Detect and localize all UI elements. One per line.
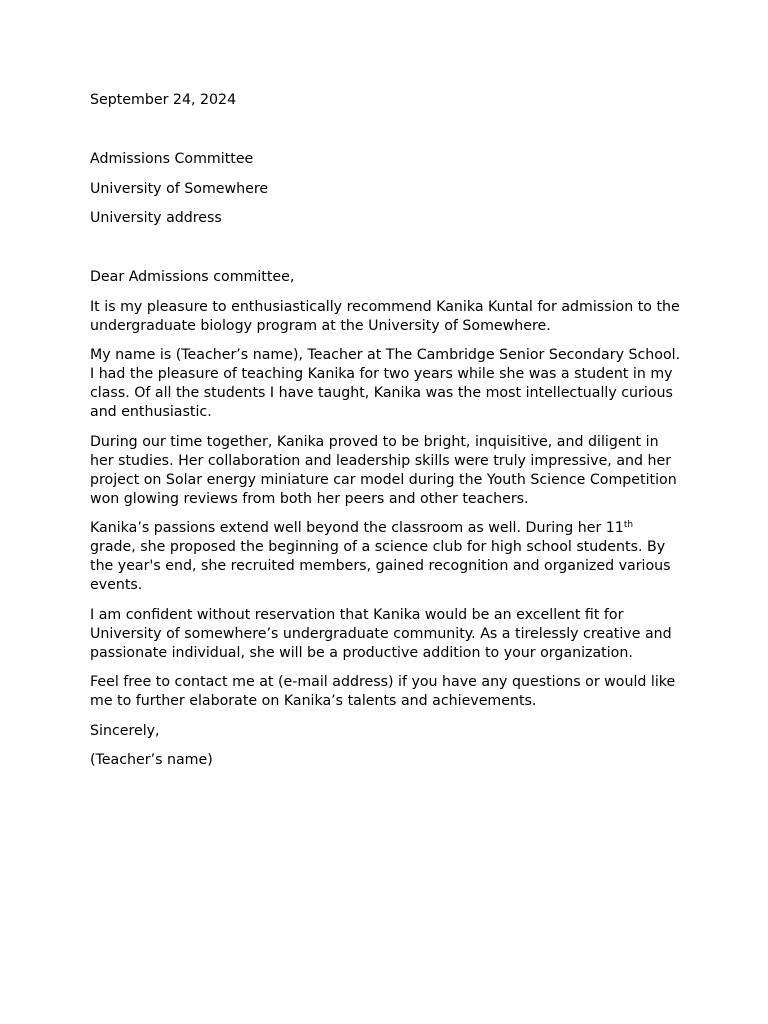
letter-date: September 24, 2024 — [90, 92, 237, 108]
paragraph-contact: Feel free to contact me at (e-mail address) if you have any questions or would like me to further elaborate on Kanika’s talents and achievements. — [90, 674, 676, 709]
paragraph-confidence: I am confident without reservation that Kanika would be an excellent fit for University of somewhere’s undergraduate community. As a tirelessly creative and passionate individual, she will be a productive addition to your organization. — [90, 606, 672, 661]
paragraph-passions-part-2: grade, she proposed the beginning of a science club for high school students. By the year's end, she recruited members, gained recognition and organized various events. — [90, 539, 671, 593]
recipient-line-3: University address — [90, 210, 222, 226]
recipient-line-2: University of Somewhere — [90, 180, 269, 197]
paragraph-teacher-intro: My name is (Teacher’s name), Teacher at The Cambridge Senior Secondary School. I had the pleasure of teaching Kanika for two years while she was a student in my class. Of all the students I have taught, Kanika was the most intellectually curious and enthusiastic. — [90, 347, 681, 420]
salutation: Dear Admissions committee, — [90, 269, 295, 285]
closing: Sincerely, — [90, 722, 160, 739]
paragraph-passions — [90, 519, 682, 595]
letter-body — [90, 91, 682, 781]
recipient-line-1: Admissions Committee — [90, 151, 254, 167]
paragraph-intro: It is my pleasure to enthusiastically recommend Kanika Kuntal for admission to the undergraduate biology program at the University of Somewhere. — [90, 298, 680, 334]
paragraph-passions-part-1: Kanika’s passions extend well beyond the classroom as well. During her 11 — [90, 520, 624, 536]
signature: (Teacher’s name) — [90, 752, 213, 768]
ordinal-suffix: th — [623, 520, 634, 530]
paragraph-qualities: During our time together, Kanika proved to be bright, inquisitive, and diligent in her studies. Her collaboration and leadership skills were truly impressive, and her project on Solar energy miniature car model during the Youth Science Competition won glowing reviews from both her peers and other teachers. — [90, 433, 677, 507]
